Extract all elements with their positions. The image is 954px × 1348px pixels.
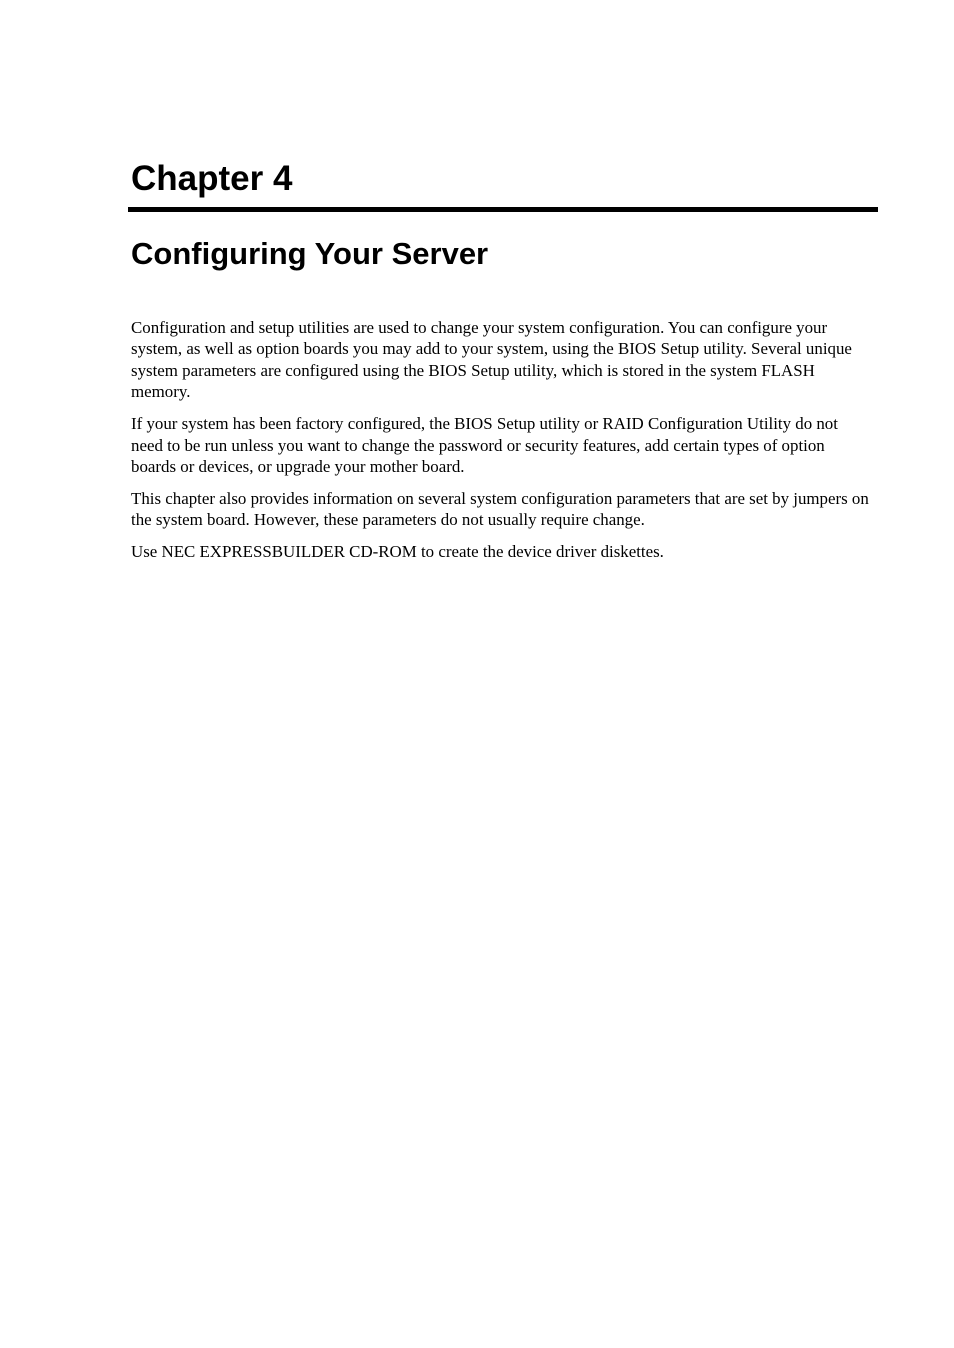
chapter-divider-rule: [128, 207, 878, 212]
chapter-title: Configuring Your Server: [131, 236, 489, 271]
chapter-intro-body: [131, 317, 873, 573]
intro-paragraph-jumpers: This chapter also provides information on several system configuration parameters that are set by jumpers on the system board. However, these parameters do not usually require change.: [131, 488, 869, 530]
intro-paragraph-expressbuilder: Use NEC EXPRESSBUILDER CD-ROM to create the device driver diskettes.: [131, 542, 664, 562]
intro-paragraph-configuration: Configuration and setup utilities are used to change your system configuration. You can configure your system, as well as option boards you may add to your system, using the BIOS Setup utility. Several unique system parameters are configured using the BIOS Setup utility, which is stored in the system FLASH memory.: [131, 318, 852, 402]
intro-paragraph-factory-configured: If your system has been factory configured, the BIOS Setup utility or RAID Configuration Utility do not need to be run unless you want to change the password or security features, add certain types of option boards or devices, or upgrade your mother board.: [131, 414, 838, 476]
chapter-number-heading: Chapter 4: [131, 159, 293, 198]
